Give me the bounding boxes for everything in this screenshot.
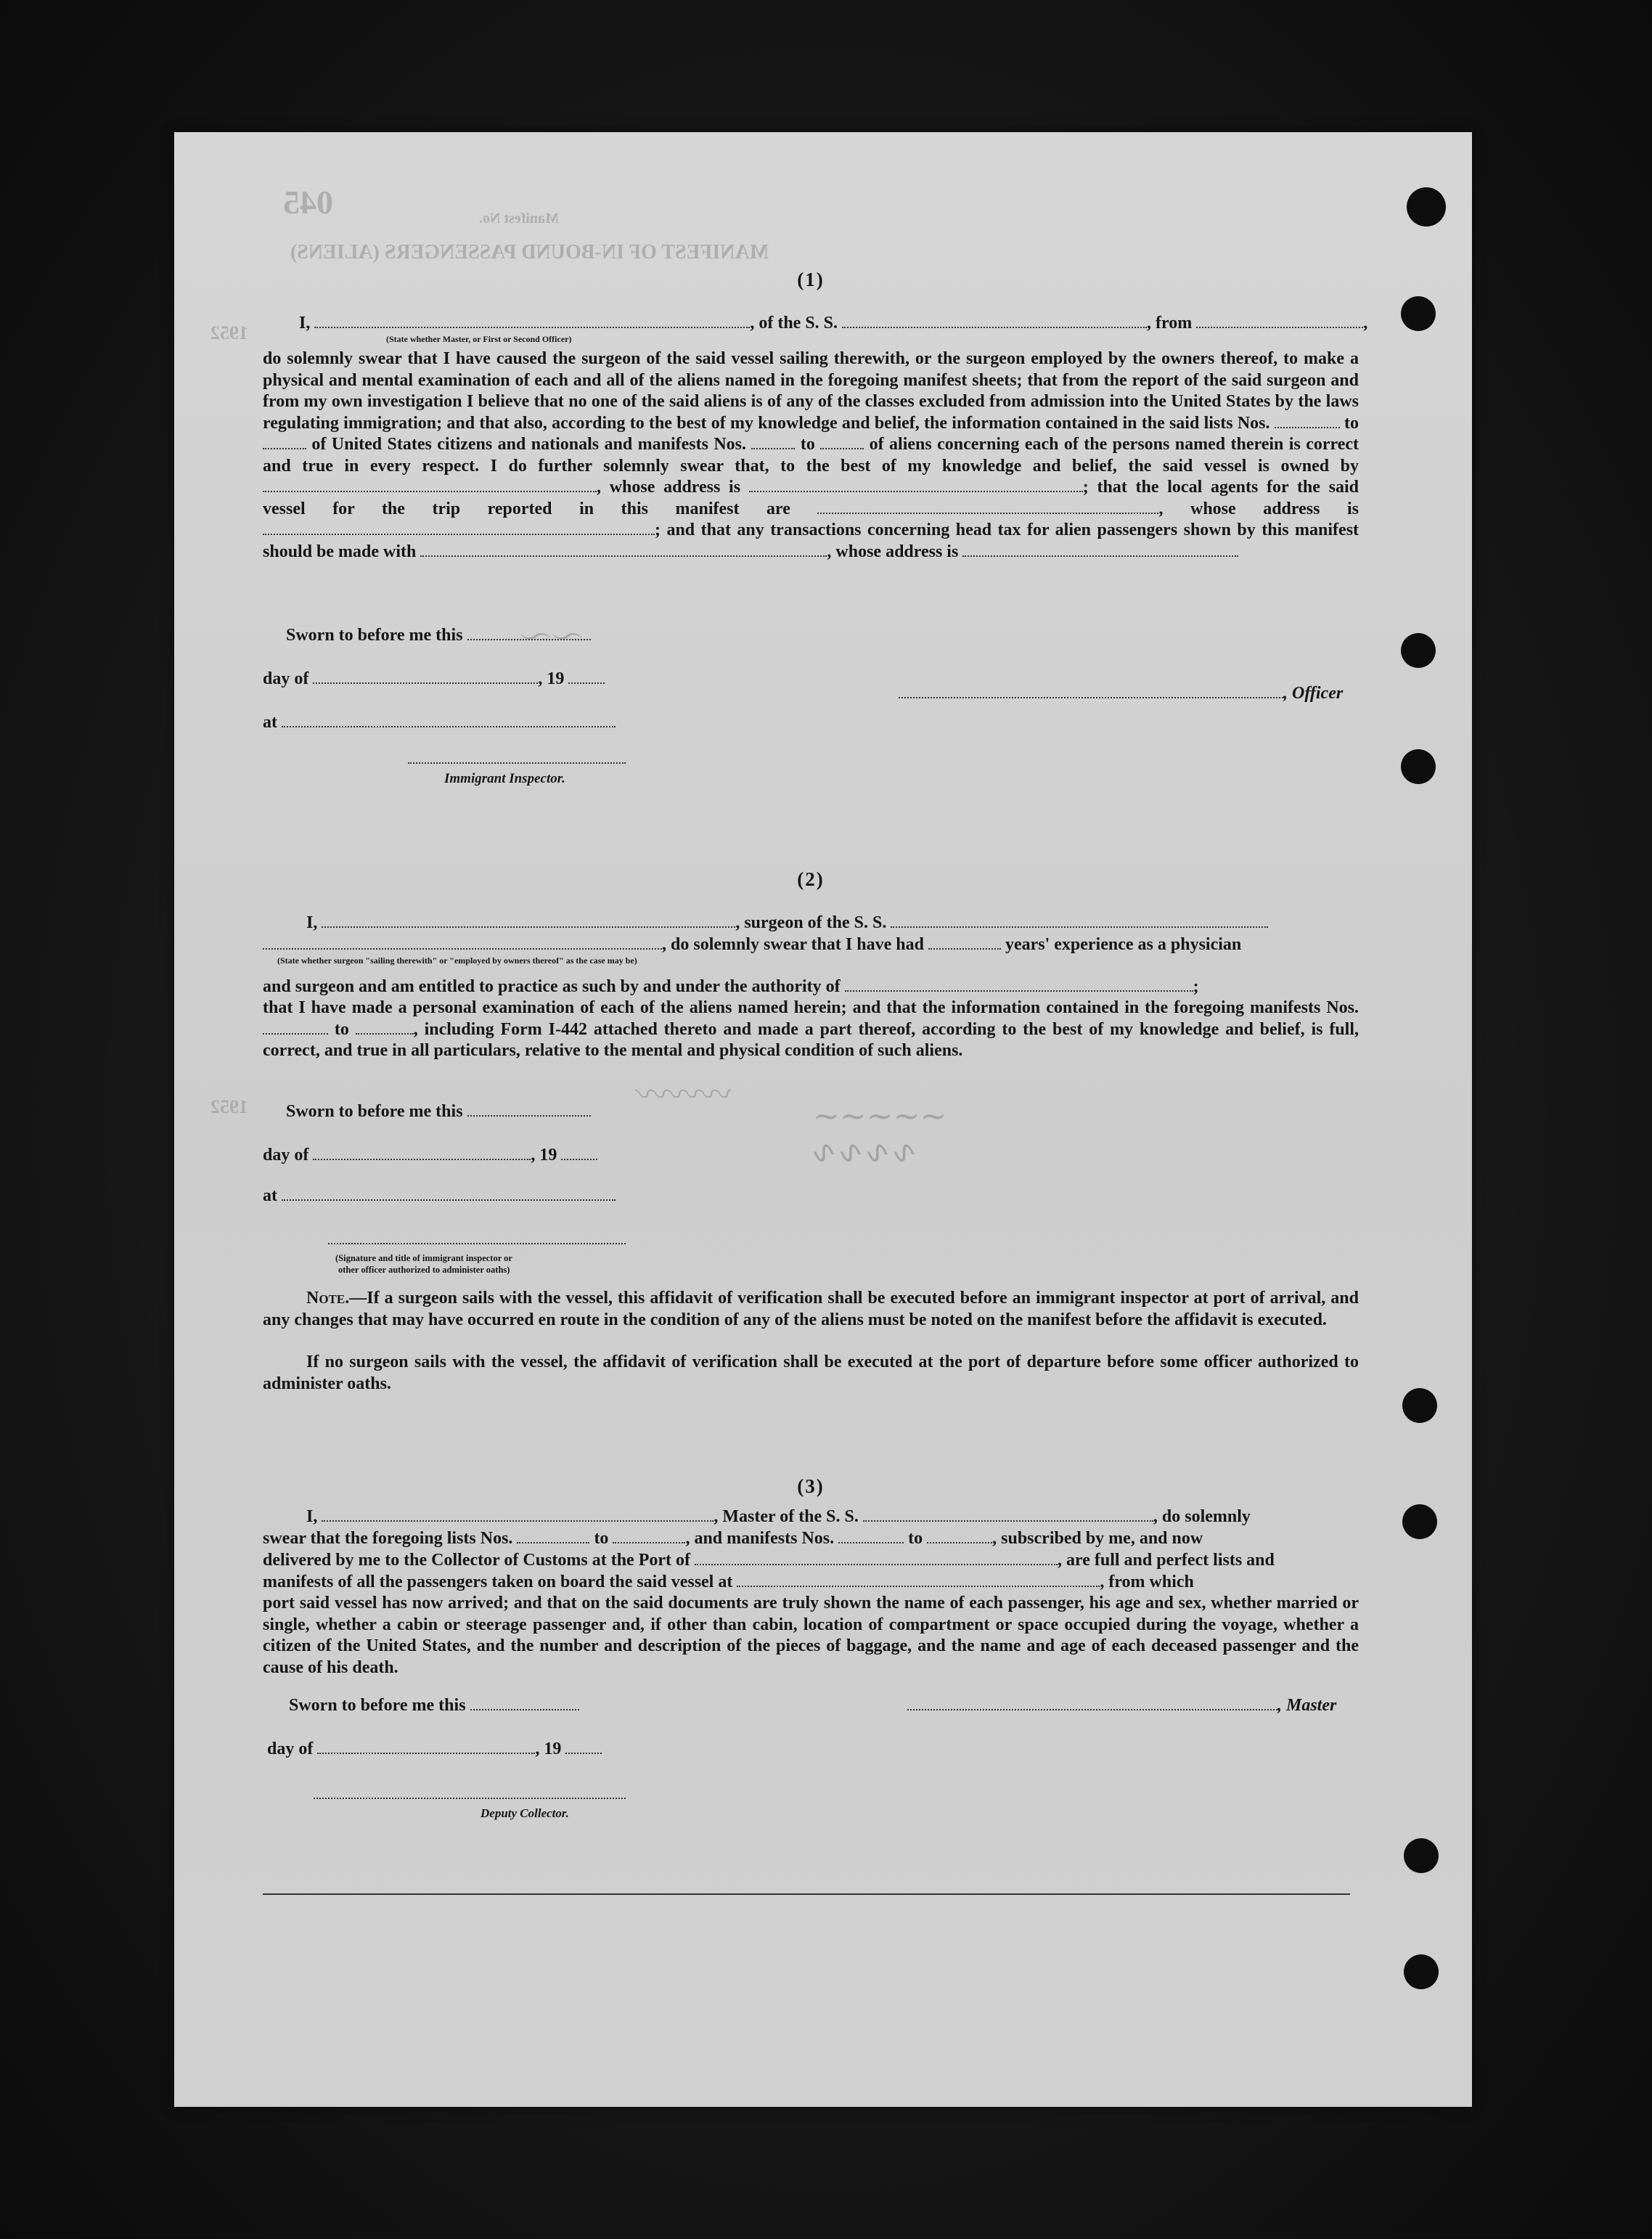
text-sworn: Sworn to before me this (286, 626, 463, 645)
owner-address-field[interactable] (749, 478, 1083, 492)
section-1-body-text-3: of aliens concerning each of the persons named therein is correct and true in every respect. I do further solemnly swear that, to the best of my knowledge and belief, (263, 435, 1359, 476)
text-years-experience: years' experience as a physician (1005, 935, 1242, 954)
note-paragraph-2 (263, 1352, 1359, 1395)
year-field[interactable] (568, 669, 605, 684)
signature-caption-2: other officer authorized to administer oaths) (338, 1265, 510, 1275)
text-and-manifests: , and manifests Nos. (685, 1529, 835, 1548)
ghost-handwriting: ∿∿∿∿ (813, 1135, 920, 1170)
text-to: to (334, 1019, 349, 1039)
text-authority: and surgeon and am entitled to practice as such by and under the authority of (263, 977, 841, 996)
section-2-body-text-2: , including Form I-442 attached thereto and made a part thereof, according to the best of my knowledge and belief, is full, correct, and true in all particulars, relative to the mental and physical condition of such aliens. (263, 1019, 1359, 1060)
surgeon-vessel-field[interactable] (891, 913, 1268, 928)
lists-to-field[interactable] (263, 435, 306, 449)
master-manifests-from-field[interactable] (838, 1529, 904, 1543)
at-line-1 (263, 711, 616, 733)
section-2-body (263, 998, 1359, 1062)
text-from: , from (1147, 314, 1193, 333)
master-line-2 (263, 1528, 1203, 1549)
sworn-line-1 (286, 624, 591, 646)
master-manifests-to-field[interactable] (927, 1529, 992, 1543)
oath-line-1: I, , of the S. S. , from , (299, 314, 1368, 333)
text-from-which: , from which (1100, 1573, 1194, 1591)
punch-hole (1402, 1388, 1437, 1423)
surgeon-status-field[interactable] (263, 935, 662, 950)
note-text-2: If no surgeon sails with the vessel, the affidavit of verification shall be executed at the port of departure before some officer authorized to administer oaths. (263, 1353, 1359, 1393)
immigrant-inspector-caption: Immigrant Inspector. (444, 771, 565, 786)
text-i: I, (306, 1507, 318, 1526)
text-to: to (800, 435, 815, 454)
ghost-heading: MANIFEST OF IN-BOUND PASSENGERS (ALIENS) (290, 241, 769, 264)
deputy-collector-caption: Deputy Collector. (481, 1806, 569, 1820)
text-manifests-all: manifests of all the passengers taken on board the said vessel at (263, 1573, 733, 1591)
text-to: to (594, 1529, 609, 1548)
sworn-date-field-2[interactable] (467, 1102, 591, 1117)
note-text-1: —If a surgeon sails with the vessel, this affidavit of verification shall be executed before an immigrant inspector at port of arrival, and any changes that may have occurred en route in the condition of any of the aliens must be noted on the manifest before the affidavit is executed. (263, 1289, 1359, 1329)
year-field-2[interactable] (561, 1146, 597, 1160)
text-master-of: , Master of the S. S. (713, 1507, 859, 1526)
ghost-handwriting: 〜〜 (523, 620, 586, 656)
surgeon-authority-line: and surgeon and am entitled to practice as such by and under the authority of ; (263, 977, 1199, 996)
text-whose-address-3: , whose address is (827, 542, 959, 561)
deputy-collector-signature-field[interactable] (314, 1798, 626, 1799)
owner-field[interactable] (263, 478, 597, 492)
punch-hole (1402, 1504, 1437, 1539)
master-line-4 (263, 1571, 1194, 1593)
section-1-body: do solemnly swear that I have caused the surgeon of the said vessel sailing therewith, or the surgeon employed by the owners thereof, to make a physical and mental examination of each and all of the aliens named in the foregoing manifest sheets; that from the report of the said surgeon and from my own investigation I believe that no one of the said aliens is of any of the classes excluded from admission into the United States by the laws regulating immigration; and that also, according to the best of my knowledge and belief, the information contained in the said lists Nos. to of United States citizens and nationals and manifests Nos. to of aliens concerning each of the persons named therein is correct and true in every respect. I do further solemnly swear that, to the best of my knowledge and belief, the said vessel is owned by , whose address is ; that the local agents for the said vessel for the trip reported in this manifest are , whose address is ; and that any transactions concerning head tax for alien passengers shown by this manifest should be made with , whose address is (263, 349, 1359, 561)
ghost-year: 1952 (210, 322, 248, 343)
text-officer: , Officer (1283, 684, 1344, 703)
master-lists-from-field[interactable] (517, 1529, 589, 1543)
bottom-rule (263, 1893, 1350, 1895)
text-19: , 19 (535, 1740, 562, 1758)
text-surgeon-of: , surgeon of the S. S. (735, 913, 887, 932)
text-delivered: delivered by me to the Collector of Customs at the Port of (263, 1551, 690, 1570)
text-do-solemnly: , do solemnly swear that I have had (662, 935, 924, 954)
master-name-field[interactable] (322, 1507, 713, 1522)
ghost-handwriting: 〰〰〰 (639, 1077, 735, 1113)
officer-rank-note: (State whether Master, or First or Second Officer) (386, 334, 572, 344)
punch-hole (1404, 1954, 1439, 1989)
section-2 (263, 868, 1359, 1391)
from-port-field[interactable] (1196, 314, 1363, 328)
day-month-field-3[interactable] (317, 1740, 535, 1754)
punch-hole (1401, 749, 1436, 784)
master-signature-line (907, 1694, 1336, 1716)
surgeon-line-2 (263, 934, 1241, 955)
at-place-field-2[interactable] (282, 1186, 616, 1201)
text-i: I, (299, 314, 311, 333)
authority-field[interactable] (845, 977, 1193, 992)
note-paragraph-1 (263, 1288, 1359, 1331)
section-1-body-text-2: of United States citizens and nationals and manifests Nos. (311, 435, 747, 454)
text-full-perfect: , are full and perfect lists and (1057, 1551, 1275, 1570)
text-day-of: day of (267, 1740, 314, 1758)
day-line-2 (263, 1144, 597, 1166)
at-line-2 (263, 1185, 616, 1207)
section-1-body-text: do solemnly swear that I have caused the surgeon of the said vessel sailing therewith, or the surgeon employed by the owners thereof, to make a physical and mental examination of each and all of the aliens named in the foregoing manifest sheets; that from the report of the said surgeon and from my own investigation I believe that no one of the said aliens is of any of the classes excluded from admission into the United States by the laws regulating immigration; and that also, according to the best of my knowledge and belief, the information contained in the said lists Nos. (263, 349, 1359, 433)
surgeon-name-field[interactable] (322, 913, 735, 928)
surgeon-manifests-from-field[interactable] (263, 1020, 328, 1035)
text-head-tax: ; and that any transactions concerning head tax for alien (655, 521, 1092, 539)
text-sworn: Sworn to before me this (286, 1102, 463, 1121)
master-line-3 (263, 1549, 1275, 1571)
text-to: to (1344, 413, 1359, 433)
section-2-body-text: that I have made a personal examination of each of the aliens named herein; and that the information contained in the foregoing manifests Nos. (263, 998, 1359, 1017)
section-3-body (263, 1593, 1359, 1679)
text-at: at (263, 1186, 277, 1205)
sworn-line-2 (286, 1101, 591, 1122)
sworn-date-field[interactable] (467, 626, 591, 640)
surgeon-manifests-to-field[interactable] (356, 1020, 414, 1035)
sworn-date-field-3[interactable] (470, 1696, 579, 1710)
text-day-of: day of (263, 669, 309, 688)
at-place-field[interactable] (282, 713, 616, 727)
section-3-body-text: port said vessel has now arrived; and that on the said documents are truly shown the name of each passenger, his age and sex, whether married or single, whether a cabin or steerage passenger and, if other than cabin, location of compartment or space occupied during the voyage, whether a citizen of the United States, and the number and description of the pieces of baggage, and the name and age of each deceased passenger and the cause of his death. (263, 1594, 1359, 1677)
punch-hole (1401, 296, 1436, 331)
ghost-manifest-no: Manifest No. (479, 211, 559, 227)
years-experience-field[interactable] (928, 935, 1001, 950)
section-3 (263, 1475, 1359, 1896)
signature-caption-1: (Signature and title of immigrant inspector or (335, 1253, 512, 1263)
text-passengers-shown: passengers shown by this manifest should be made with (263, 521, 1359, 561)
year-field-3[interactable] (565, 1740, 602, 1754)
text-master: , Master (1277, 1696, 1337, 1715)
text-19: , 19 (531, 1146, 557, 1165)
punch-hole (1407, 187, 1446, 227)
officer-signature-line (899, 682, 1343, 704)
day-month-field[interactable] (313, 669, 538, 684)
text-day-of: day of (263, 1146, 309, 1165)
punch-hole (1401, 633, 1436, 668)
text-at: at (263, 713, 277, 732)
lists-from-field[interactable] (1275, 414, 1340, 428)
section-3-heading: (3) (797, 1475, 825, 1497)
port-of-embarkation-field[interactable] (737, 1573, 1100, 1587)
head-tax-address-field[interactable] (962, 542, 1238, 557)
day-month-field-2[interactable] (313, 1146, 531, 1160)
head-tax-contact-field[interactable] (420, 542, 827, 557)
text-of-ss: , of the S. S. (750, 314, 838, 333)
inspector-signature-field[interactable] (408, 762, 626, 764)
text-i: I, (306, 913, 318, 932)
note-label: Note. (306, 1289, 350, 1308)
ghost-stamp-number: 045 (283, 184, 333, 221)
punch-hole (1404, 1838, 1439, 1873)
surgeon-line-1 (306, 912, 1268, 934)
manifests-to-field[interactable] (820, 435, 864, 449)
text-19: , 19 (538, 669, 565, 688)
text-sworn: Sworn to before me this (289, 1696, 466, 1715)
surgeon-status-note: (State whether surgeon "sailing therewith" or "employed by owners thereof" as the case may be) (277, 955, 637, 966)
text-swear-lists: swear that the foregoing lists Nos. (263, 1529, 513, 1548)
master-lists-to-field[interactable] (613, 1529, 685, 1543)
master-signature-field[interactable] (907, 1696, 1277, 1710)
day-line-3 (267, 1738, 602, 1760)
manifests-from-field[interactable] (751, 435, 795, 449)
agent-address-field[interactable] (263, 521, 655, 535)
officer-name-field[interactable] (314, 314, 750, 328)
ghost-handwriting: ∽∽∽∽∽ (813, 1098, 947, 1134)
master-vessel-field[interactable] (863, 1507, 1153, 1522)
port-of-arrival-field[interactable] (695, 1551, 1058, 1565)
ghost-year: 1952 (210, 1096, 248, 1117)
inspector-signature-field-2[interactable] (328, 1243, 626, 1244)
day-line-1 (263, 668, 605, 690)
text-local-agents: that the local agents for the said vessel for the trip reported in this manifest are (263, 478, 1359, 518)
text-to: to (908, 1529, 923, 1548)
sworn-line-3 (289, 1694, 579, 1716)
section-2-heading: (2) (797, 868, 825, 890)
officer-signature-field[interactable] (899, 684, 1283, 698)
section-1-heading: (1) (797, 269, 825, 290)
vessel-name-field[interactable] (842, 314, 1147, 328)
text-do-solemnly: , do solemnly (1153, 1507, 1251, 1526)
text-whose-address-2: whose address is (1190, 499, 1359, 518)
master-line-1 (306, 1506, 1251, 1528)
text-owned-by: the said vessel is owned by (1128, 456, 1359, 476)
section-1 (263, 269, 1368, 791)
text-whose-address: , whose address is (597, 478, 741, 497)
text-subscribed: , subscribed by me, and now (992, 1529, 1203, 1548)
local-agents-field[interactable] (817, 499, 1158, 514)
